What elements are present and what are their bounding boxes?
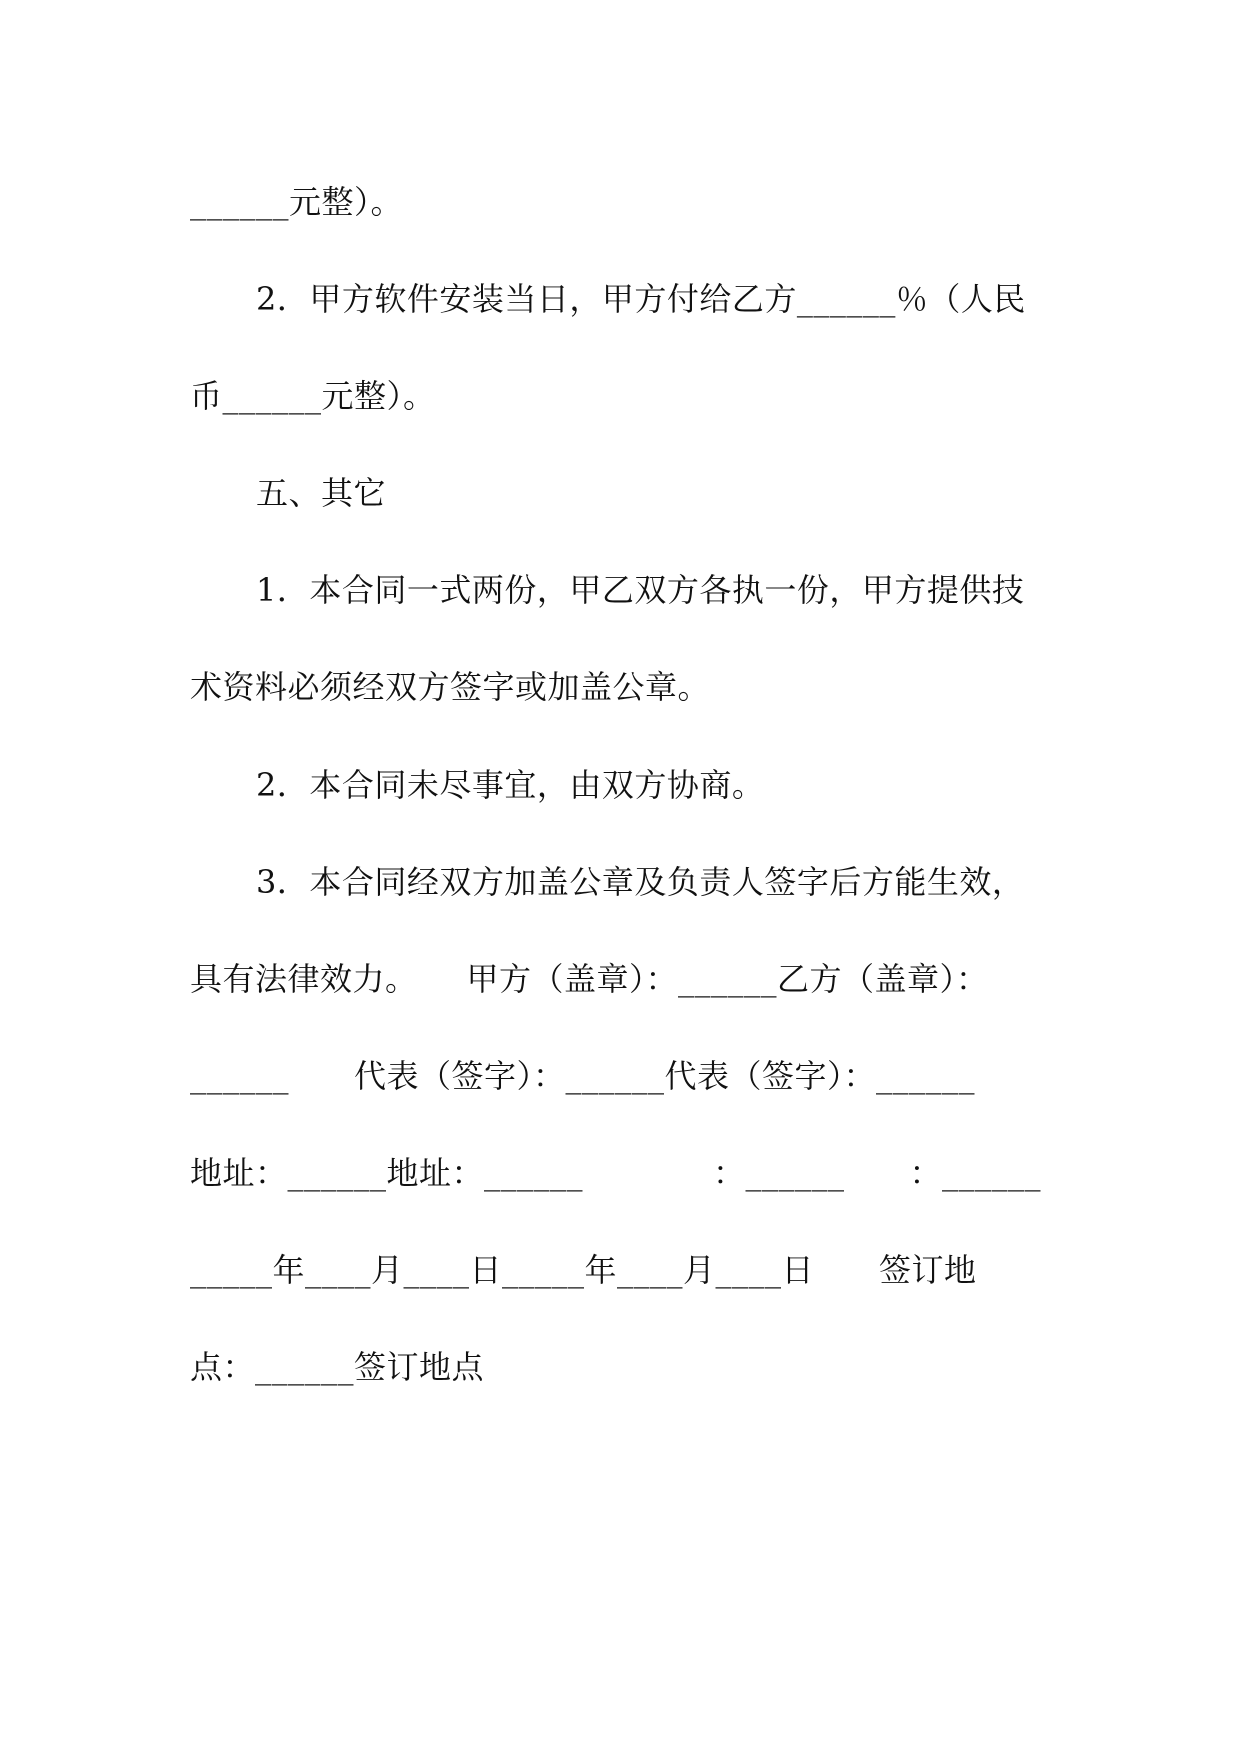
text-line-7: 2．本合同未尽事宜，由双方协商。 (256, 766, 765, 804)
text-line-13: 点：______签订地点 (190, 1348, 485, 1386)
text-line-8: 3．本合同经双方加盖公章及负责人签字后方能生效， (256, 863, 1025, 901)
text-line-1: ______元整）。 (190, 183, 404, 221)
text-line-2: 2．甲方软件安装当日，甲方付给乙方______％（人民 (256, 280, 1026, 318)
section-heading: 五、其它 (256, 474, 387, 512)
text-line-3: 币______元整）。 (190, 377, 436, 415)
text-line-10: ______ 代表（签字）：______代表（签字）：______ (190, 1057, 976, 1095)
text-line-6: 术资料必须经双方签字或加盖公章。 (190, 668, 711, 706)
text-line-11: 地址：______地址：______ ：______ ：______ (190, 1154, 1042, 1192)
text-line-12: _____年____月____日_____年____月____日 签订地 (190, 1251, 977, 1289)
text-line-5: 1．本合同一式两份，甲乙双方各执一份，甲方提供技 (256, 571, 1025, 609)
text-line-9: 具有法律效力。 甲方（盖章）：______乙方（盖章）： (190, 960, 989, 998)
